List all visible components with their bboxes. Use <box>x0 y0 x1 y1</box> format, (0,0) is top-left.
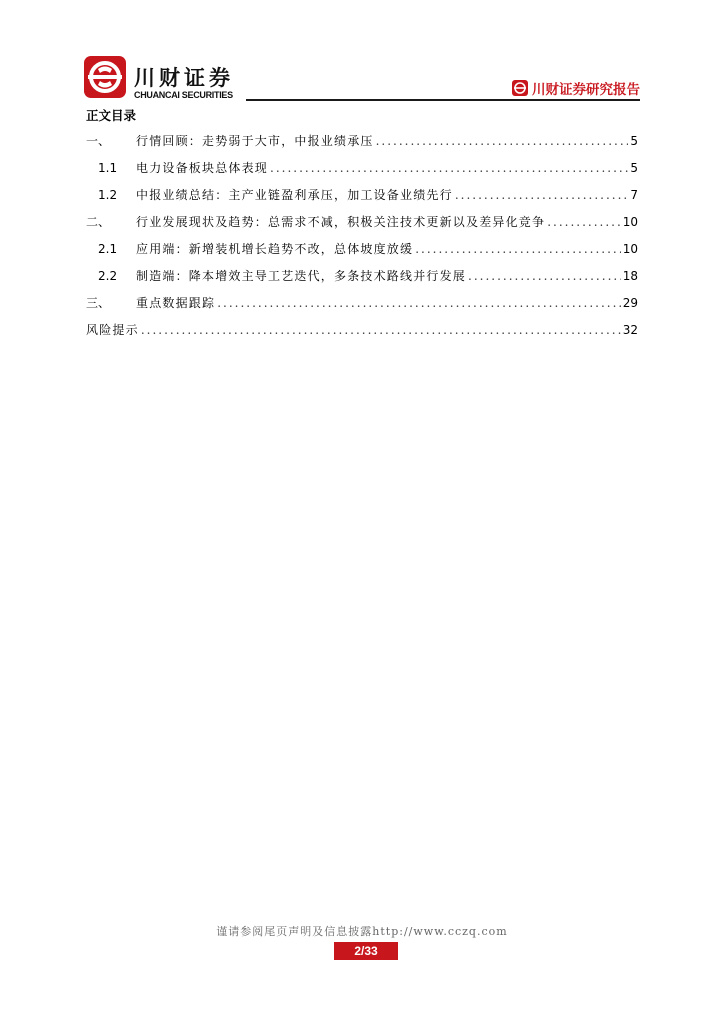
toc-leader-dots <box>468 263 621 290</box>
toc-item-page: 10 <box>622 215 638 229</box>
toc-item-title: 重点数据跟踪 <box>136 296 216 310</box>
header-divider <box>246 99 640 101</box>
toc-item[interactable] <box>86 209 638 236</box>
page-header <box>84 52 640 102</box>
brand-name-en: CHUANCAI SECURITIES <box>134 90 233 100</box>
toc-item[interactable] <box>86 236 638 263</box>
toc-item-page: 5 <box>630 161 638 175</box>
toc-item-number: 2.2 <box>98 269 118 283</box>
toc-leader-dots <box>217 290 621 317</box>
chuancai-logo-icon <box>84 56 126 98</box>
page-number-badge: 2/33 <box>334 942 398 960</box>
toc-item-title: 行情回顾：走势弱于大市，中报业绩承压 <box>136 134 374 148</box>
toc-item-page: 5 <box>630 134 638 148</box>
toc-leader-dots <box>547 209 621 236</box>
toc-item-number: 一、 <box>86 134 111 148</box>
toc-leader-dots <box>270 155 628 182</box>
toc-item-page: 10 <box>622 242 638 256</box>
toc-leader-dots <box>376 128 629 155</box>
toc-item[interactable] <box>86 155 638 182</box>
toc-item[interactable] <box>86 317 638 344</box>
toc-item-page: 32 <box>622 323 638 337</box>
report-tag <box>512 78 640 98</box>
toc-item[interactable] <box>86 290 638 317</box>
toc-leader-dots <box>455 182 629 209</box>
toc-item-number: 1.1 <box>98 161 118 175</box>
report-logo-icon <box>512 80 528 96</box>
footer-disclaimer: 谨请参阅尾页声明及信息披露http://www.cczq.com <box>216 925 508 938</box>
toc-title: 正文目录 <box>86 108 137 123</box>
toc-item-title: 行业发展现状及趋势：总需求不减，积极关注技术更新以及差异化竞争 <box>136 215 546 229</box>
toc-item-title: 电力设备板块总体表现 <box>136 161 269 175</box>
toc-leader-dots <box>141 317 621 344</box>
toc-item-title: 中报业绩总结：主产业链盈利承压，加工设备业绩先行 <box>136 188 453 202</box>
table-of-contents <box>86 128 638 344</box>
toc-item-page: 7 <box>630 188 638 202</box>
brand-name-cn: 川财证券 <box>134 66 234 90</box>
toc-item-number: 1.2 <box>98 188 118 202</box>
toc-item-page: 29 <box>622 296 638 310</box>
toc-item[interactable] <box>86 128 638 155</box>
toc-item-title: 风险提示 <box>86 323 139 337</box>
toc-item[interactable] <box>86 182 638 209</box>
toc-item-title: 应用端：新增装机增长趋势不改，总体坡度放缓 <box>136 242 414 256</box>
toc-item-number: 三、 <box>86 296 111 310</box>
toc-item-page: 18 <box>622 269 638 283</box>
toc-leader-dots <box>415 236 621 263</box>
toc-item-title: 制造端：降本增效主导工艺迭代，多条技术路线并行发展 <box>136 269 467 283</box>
report-tag-label: 川财证券研究报告 <box>532 82 640 98</box>
toc-item[interactable] <box>86 263 638 290</box>
toc-item-number: 2.1 <box>98 242 118 256</box>
toc-item-number: 二、 <box>86 215 111 229</box>
